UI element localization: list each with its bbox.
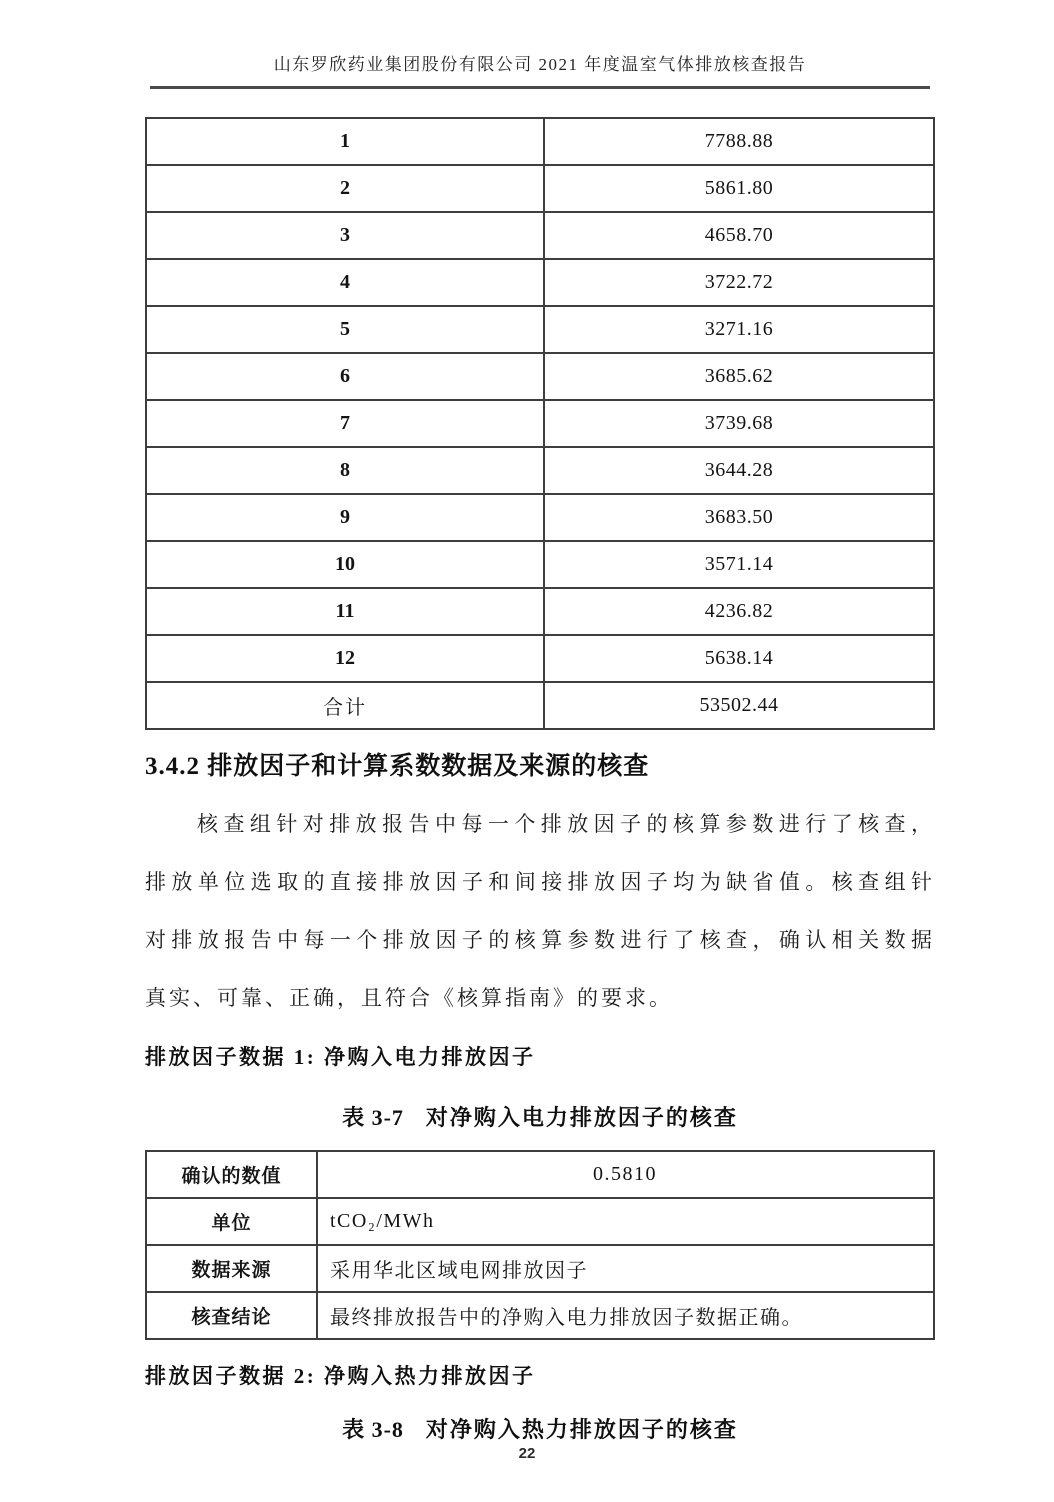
table-row <box>146 635 934 682</box>
electricity-factor-check-table-body <box>146 1151 934 1339</box>
emission-value-cell: 3644.28 <box>544 447 934 494</box>
month-cell: 12 <box>146 635 544 682</box>
table-row <box>146 306 934 353</box>
table-3-8-caption-title: 对净购入热力排放因子的核查 <box>425 1417 738 1442</box>
month-cell: 4 <box>146 259 544 306</box>
emission-value-cell: 3571.14 <box>544 541 934 588</box>
month-cell: 8 <box>146 447 544 494</box>
factor1-heading: 排放因子数据 1: 净购入电力排放因子 <box>145 1045 536 1069</box>
table-row <box>146 541 934 588</box>
emission-value-cell: 53502.44 <box>544 682 934 729</box>
check-value-cell: 0.5810 <box>317 1151 934 1198</box>
table-3-8-caption-number: 表 3-8 <box>342 1417 404 1442</box>
table-row <box>146 118 934 165</box>
check-value-cell: tCO₂/MWh <box>317 1198 934 1245</box>
check-label-cell: 数据来源 <box>146 1245 317 1292</box>
check-value-cell: 采用华北区域电网排放因子 <box>317 1245 934 1292</box>
table-row <box>146 1292 934 1339</box>
page-header <box>150 0 930 89</box>
emission-value-cell: 5638.14 <box>544 635 934 682</box>
factor2-heading: 排放因子数据 2: 净购入热力排放因子 <box>145 1364 536 1388</box>
factor2-block <box>145 1360 935 1444</box>
table-row <box>146 494 934 541</box>
paragraph-line: 真实、可靠、正确，且符合《核算指南》的要求。 <box>145 986 673 1010</box>
check-label-cell: 单位 <box>146 1198 317 1245</box>
month-cell: 合计 <box>146 682 544 729</box>
table-row <box>146 588 934 635</box>
month-cell: 11 <box>146 588 544 635</box>
header-title: 山东罗欣药业集团股份有限公司 2021 年度温室气体排放核查报告 <box>273 55 807 74</box>
emission-value-cell: 3683.50 <box>544 494 934 541</box>
month-cell: 7 <box>146 400 544 447</box>
table-row <box>146 447 934 494</box>
check-label-cell: 核查结论 <box>146 1292 317 1339</box>
table-row <box>146 212 934 259</box>
month-cell: 6 <box>146 353 544 400</box>
table-row <box>146 353 934 400</box>
table-3-8-caption <box>145 1413 935 1444</box>
section-paragraph <box>145 795 935 1027</box>
emission-value-cell: 3271.16 <box>544 306 934 353</box>
paragraph-line: 对排放报告中每一个排放因子的核算参数进行了核查，确认相关数据 <box>145 928 935 952</box>
check-value-cell: 最终排放报告中的净购入电力排放因子数据正确。 <box>317 1292 934 1339</box>
emission-value-cell: 4236.82 <box>544 588 934 635</box>
month-cell: 5 <box>146 306 544 353</box>
table-3-7-caption-title: 对净购入电力排放因子的核查 <box>425 1105 738 1130</box>
emission-value-cell: 7788.88 <box>544 118 934 165</box>
emission-value-cell: 5861.80 <box>544 165 934 212</box>
emission-value-cell: 3722.72 <box>544 259 934 306</box>
monthly-emissions-table <box>145 117 935 730</box>
table-3-7-caption-number: 表 3-7 <box>342 1105 404 1130</box>
paragraph-line: 核查组针对排放报告中每一个排放因子的核算参数进行了核查， <box>197 812 935 836</box>
month-cell: 2 <box>146 165 544 212</box>
table-row <box>146 400 934 447</box>
monthly-emissions-table-body <box>146 118 934 729</box>
emission-value-cell: 4658.70 <box>544 212 934 259</box>
month-cell: 3 <box>146 212 544 259</box>
paragraph-line: 排放单位选取的直接排放因子和间接排放因子均为缺省值。核查组针 <box>145 870 935 894</box>
month-cell: 1 <box>146 118 544 165</box>
table-3-7-caption <box>145 1101 935 1132</box>
section-heading-3-4-2: 3.4.2 排放因子和计算系数数据及来源的核查 <box>145 753 650 780</box>
check-label-cell: 确认的数值 <box>146 1151 317 1198</box>
table-row <box>146 1198 934 1245</box>
table-row <box>146 165 934 212</box>
table-row <box>146 259 934 306</box>
page-number: 22 <box>518 1445 536 1462</box>
month-cell: 9 <box>146 494 544 541</box>
electricity-factor-check-table <box>145 1150 935 1340</box>
month-cell: 10 <box>146 541 544 588</box>
emission-value-cell: 3739.68 <box>544 400 934 447</box>
table-row <box>146 682 934 729</box>
table-row <box>146 1151 934 1198</box>
emission-value-cell: 3685.62 <box>544 353 934 400</box>
table-row <box>146 1245 934 1292</box>
